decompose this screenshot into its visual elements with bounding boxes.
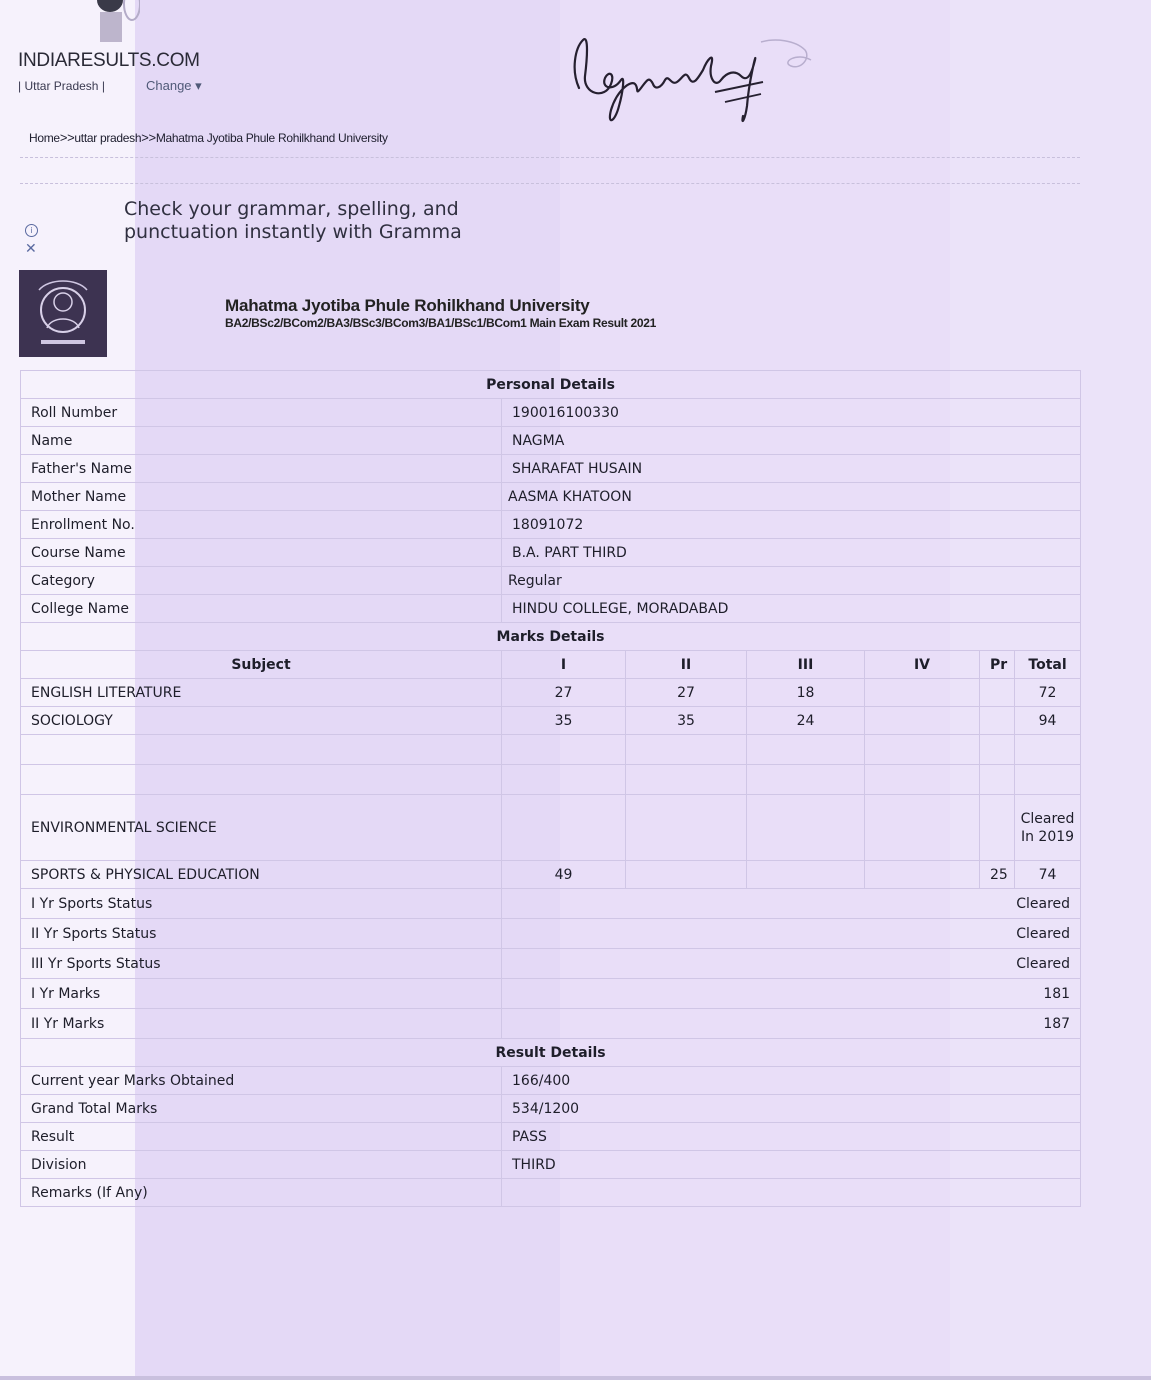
empty-cell (502, 765, 626, 795)
marks-total: 72 (1015, 679, 1081, 707)
marks-total: 74 (1015, 861, 1081, 889)
empty-cell (21, 765, 502, 795)
column-header: III (747, 651, 865, 679)
table-row (21, 455, 1081, 483)
marks-details (21, 623, 1081, 1039)
marks-details-heading: Marks Details (21, 623, 1081, 651)
marks-iii (747, 795, 865, 861)
empty-cell (980, 765, 1015, 795)
marks-iii: 24 (747, 707, 865, 735)
table-row (21, 539, 1081, 567)
personal-details (21, 371, 1081, 623)
empty-cell (865, 765, 980, 795)
status-value: Cleared (502, 919, 1081, 949)
column-header: Total (1015, 651, 1081, 679)
marks-total: 94 (1015, 707, 1081, 735)
subject-row (21, 795, 1081, 861)
subject-name: ENGLISH LITERATURE (21, 679, 502, 707)
site-header (18, 0, 228, 100)
field-label: Course Name (21, 539, 502, 567)
table-row (21, 399, 1081, 427)
table-row (21, 427, 1081, 455)
university-logo (19, 270, 107, 357)
status-label: II Yr Sports Status (21, 919, 502, 949)
empty-cell (865, 735, 980, 765)
status-value: Cleared (502, 949, 1081, 979)
footer-disclaimer-strip (0, 1376, 1151, 1380)
empty-cell (747, 735, 865, 765)
column-header: IV (865, 651, 980, 679)
marks-column-header-row (21, 651, 1081, 679)
field-label: College Name (21, 595, 502, 623)
info-icon[interactable]: i (25, 224, 38, 237)
table-row (21, 511, 1081, 539)
field-value: PASS (502, 1123, 1081, 1151)
marks-iv (865, 795, 980, 861)
status-label: I Yr Sports Status (21, 889, 502, 919)
field-label: Remarks (If Any) (21, 1179, 502, 1207)
marks-total: Cleared In 2019 (1015, 795, 1081, 861)
breadcrumb-state[interactable]: uttar pradesh (74, 131, 142, 145)
column-header: II (626, 651, 747, 679)
marks-iii: 18 (747, 679, 865, 707)
table-row (21, 1123, 1081, 1151)
marks-iv (865, 679, 980, 707)
close-icon[interactable]: ✕ (25, 241, 37, 257)
marks-pr: 25 (980, 861, 1015, 889)
marks-ii: 35 (626, 707, 747, 735)
status-label: III Yr Sports Status (21, 949, 502, 979)
breadcrumb-separator: >> (59, 130, 75, 145)
marks-iv (865, 861, 980, 889)
status-row (21, 979, 1081, 1009)
breadcrumb-university[interactable]: Mahatma Jyotiba Phule Rohilkhand University (155, 131, 388, 145)
field-label: Category (21, 567, 502, 595)
status-row (21, 949, 1081, 979)
table-row (21, 1151, 1081, 1179)
empty-cell (626, 765, 747, 795)
site-logo-icon (96, 0, 140, 50)
status-row (21, 889, 1081, 919)
empty-cell (21, 735, 502, 765)
status-label: II Yr Marks (21, 1009, 502, 1039)
empty-cell (747, 765, 865, 795)
personal-details-heading: Personal Details (21, 371, 1081, 399)
empty-cell (626, 735, 747, 765)
subject-row (21, 679, 1081, 707)
marks-i: 35 (502, 707, 626, 735)
empty-cell (980, 735, 1015, 765)
empty-cell (1015, 765, 1081, 795)
ad-banner-text[interactable]: Check your grammar, spelling, and punctuation instantly with Gramma (124, 198, 462, 243)
exam-title: BA2/BSc2/BCom2/BA3/BSc3/BCom3/BA1/BSc1/BCom1 Main Exam Result 2021 (225, 316, 657, 330)
result-details-heading: Result Details (21, 1039, 1081, 1067)
field-value: Regular (502, 567, 1081, 595)
state-label: | Uttar Pradesh | (18, 79, 105, 93)
site-logo-text[interactable]: INDIARESULTS.COM (18, 50, 200, 71)
subject-name: SPORTS & PHYSICAL EDUCATION (21, 861, 502, 889)
marks-i (502, 795, 626, 861)
field-label: Result (21, 1123, 502, 1151)
result-details (21, 1039, 1081, 1207)
field-label: Division (21, 1151, 502, 1179)
field-label: Father's Name (21, 455, 502, 483)
status-row (21, 919, 1081, 949)
field-label: Grand Total Marks (21, 1095, 502, 1123)
result-table (20, 370, 1081, 1207)
table-row (21, 595, 1081, 623)
marks-pr (980, 795, 1015, 861)
status-value: 187 (502, 1009, 1081, 1039)
field-label: Mother Name (21, 483, 502, 511)
empty-row (21, 765, 1081, 795)
marks-ii (626, 861, 747, 889)
table-row (21, 1179, 1081, 1207)
column-header: Pr (980, 651, 1015, 679)
breadcrumb (29, 130, 388, 145)
subject-name: ENVIRONMENTAL SCIENCE (21, 795, 502, 861)
marks-ii (626, 795, 747, 861)
marks-pr (980, 679, 1015, 707)
table-row (21, 567, 1081, 595)
table-row (21, 483, 1081, 511)
empty-cell (1015, 735, 1081, 765)
field-label: Enrollment No. (21, 511, 502, 539)
breadcrumb-home[interactable]: Home (29, 131, 60, 145)
subject-row (21, 707, 1081, 735)
field-value: 534/1200 (502, 1095, 1081, 1123)
field-value: 18091072 (502, 511, 1081, 539)
university-name: Mahatma Jyotiba Phule Rohilkhand University (225, 296, 590, 315)
field-value: B.A. PART THIRD (502, 539, 1081, 567)
empty-row (21, 735, 1081, 765)
table-row (21, 1067, 1081, 1095)
status-label: I Yr Marks (21, 979, 502, 1009)
field-value (502, 1179, 1081, 1207)
signature (565, 30, 825, 140)
breadcrumb-separator: >> (141, 130, 156, 145)
field-value: 166/400 (502, 1067, 1081, 1095)
field-value: SHARAFAT HUSAIN (502, 455, 1081, 483)
empty-cell (502, 735, 626, 765)
marks-ii: 27 (626, 679, 747, 707)
divider (20, 183, 1080, 184)
marks-i: 49 (502, 861, 626, 889)
subject-name: SOCIOLOGY (21, 707, 502, 735)
marks-i: 27 (502, 679, 626, 707)
column-header: Subject (21, 651, 502, 679)
field-label: Roll Number (21, 399, 502, 427)
field-value: AASMA KHATOON (502, 483, 1081, 511)
field-value: THIRD (502, 1151, 1081, 1179)
field-value: 190016100330 (502, 399, 1081, 427)
marks-iv (865, 707, 980, 735)
status-value: Cleared (502, 889, 1081, 919)
field-label: Current year Marks Obtained (21, 1067, 502, 1095)
status-value: 181 (502, 979, 1081, 1009)
marks-iii (747, 861, 865, 889)
subject-row (21, 861, 1081, 889)
divider (20, 157, 1080, 158)
marks-pr (980, 707, 1015, 735)
field-value: HINDU COLLEGE, MORADABAD (502, 595, 1081, 623)
table-row (21, 1095, 1081, 1123)
status-row (21, 1009, 1081, 1039)
field-value: NAGMA (502, 427, 1081, 455)
column-header: I (502, 651, 626, 679)
field-label: Name (21, 427, 502, 455)
change-state-link[interactable]: Change ▾ (146, 78, 202, 93)
